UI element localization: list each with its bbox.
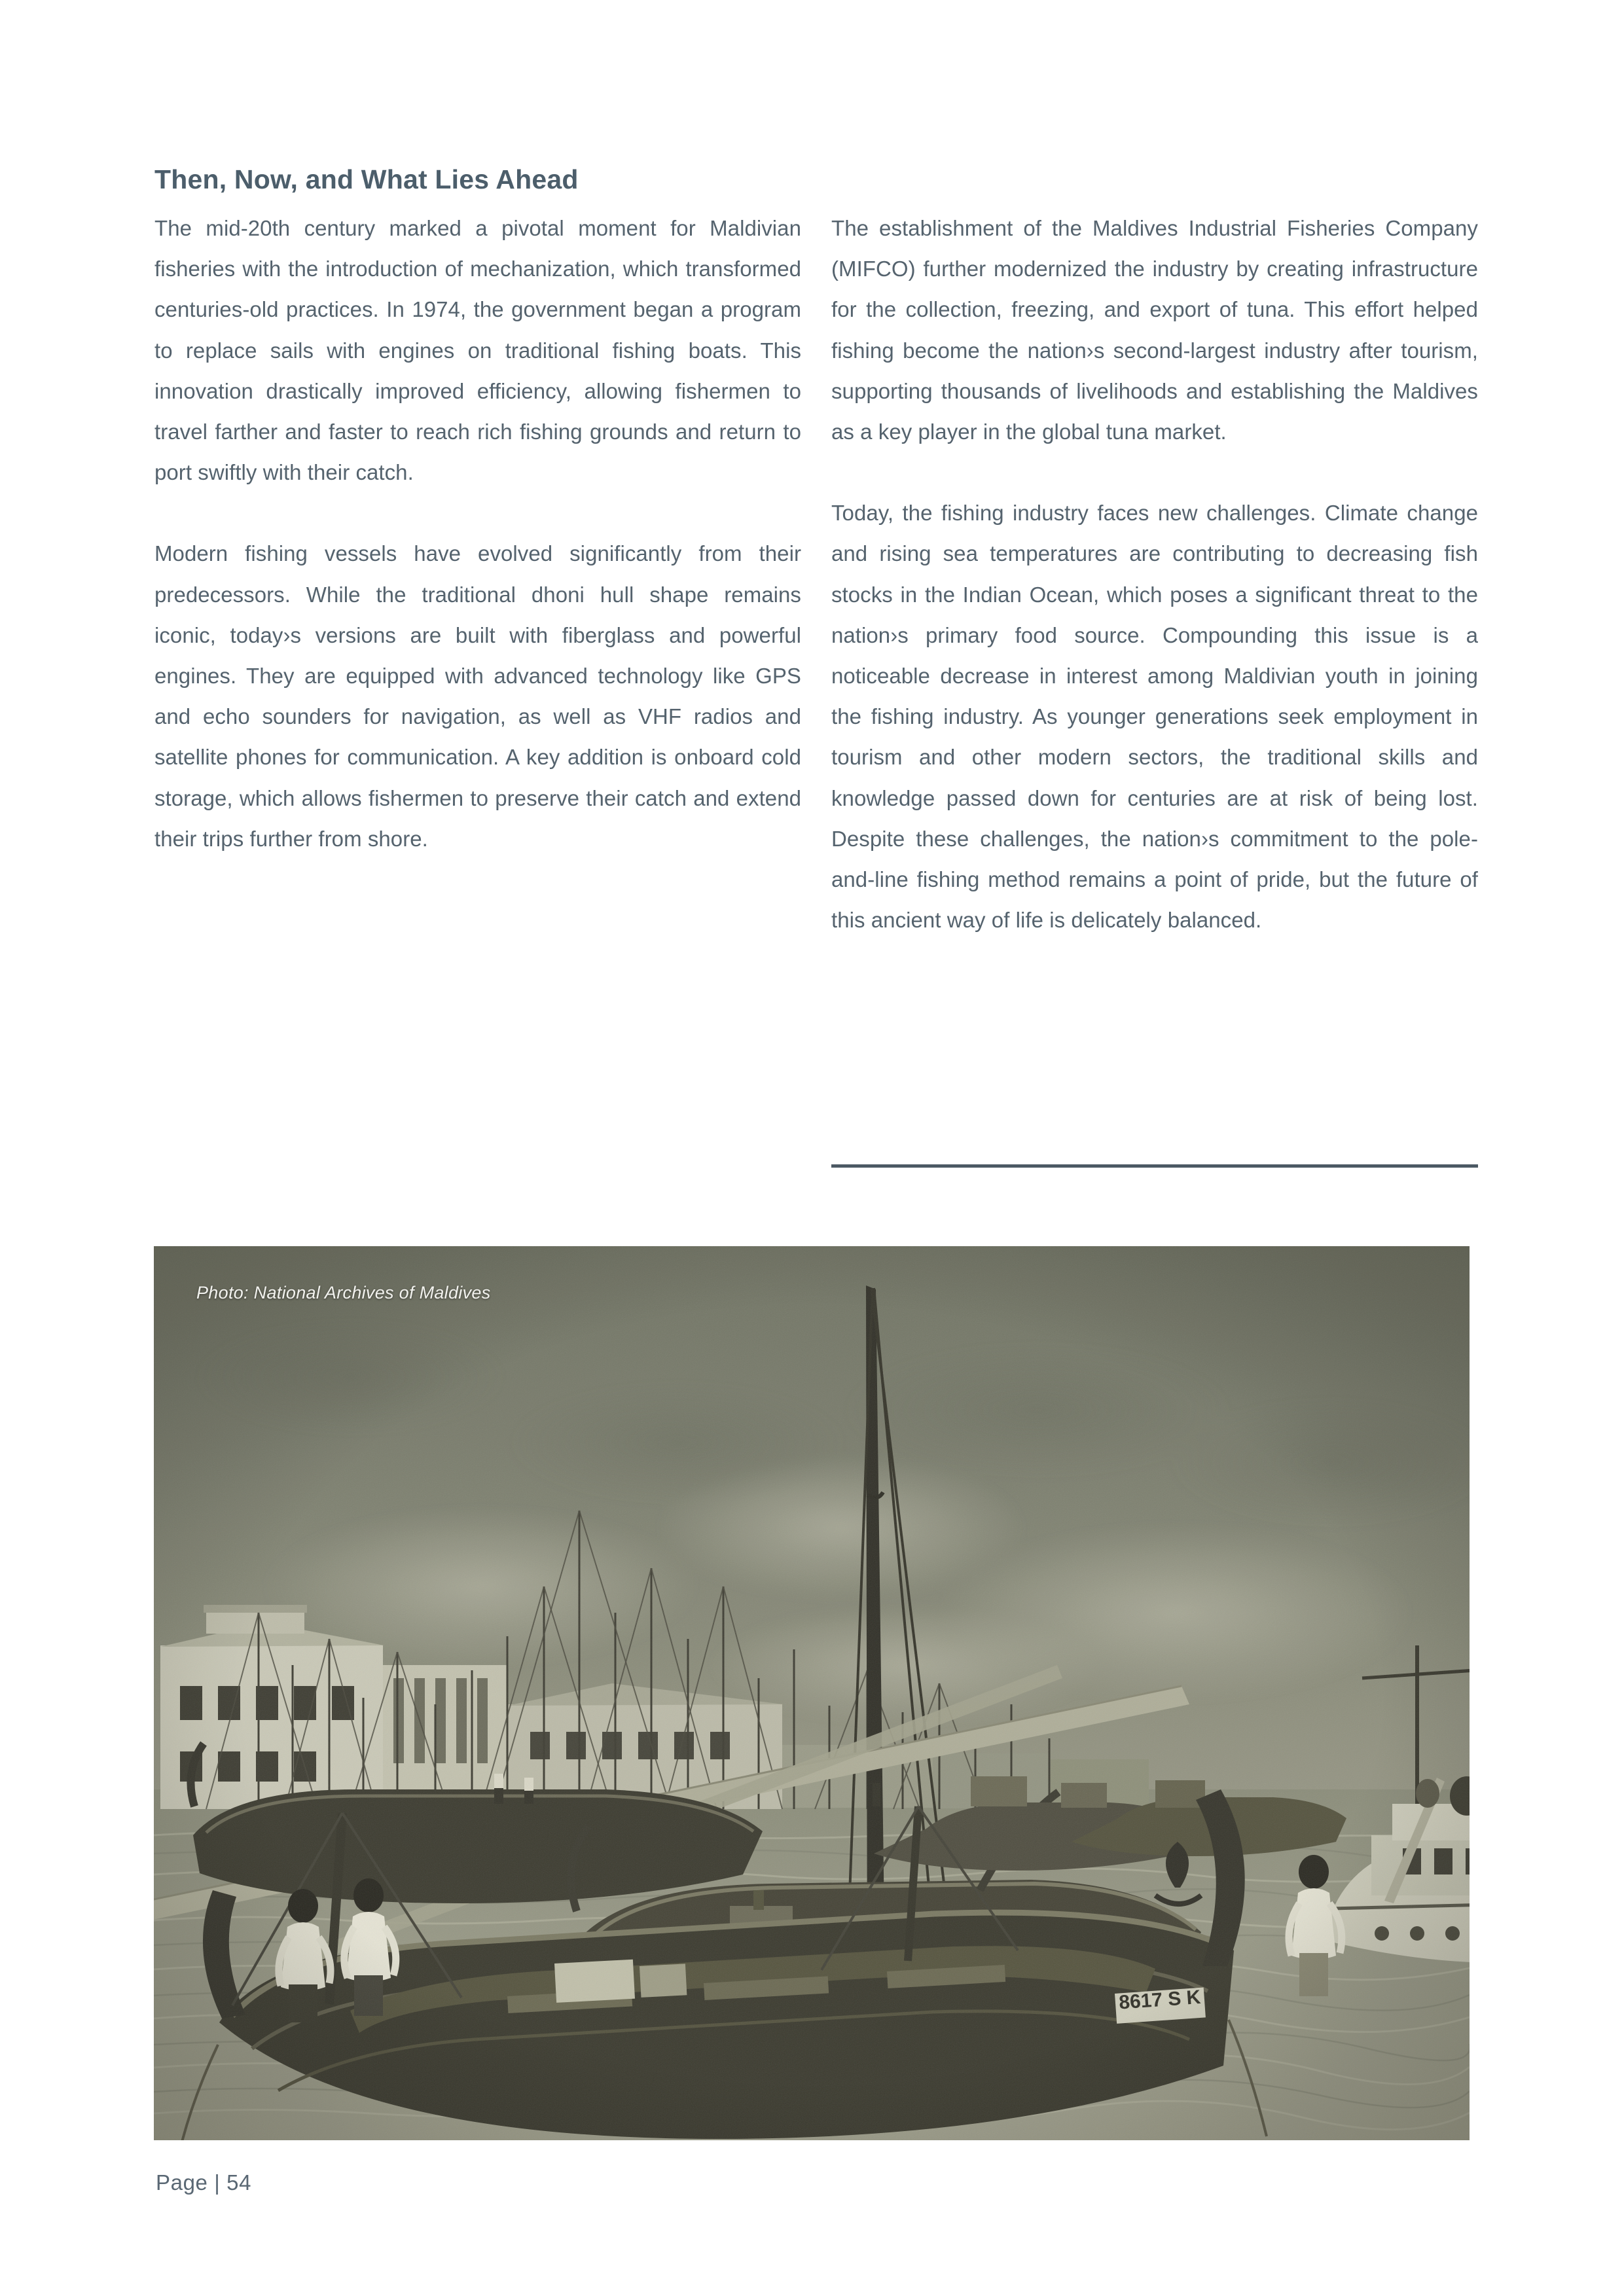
horizontal-rule — [831, 1164, 1478, 1168]
photo-credit-caption: Photo: National Archives of Maldives — [196, 1283, 491, 1302]
left-text-column — [154, 208, 801, 859]
paragraph: Today, the fishing industry faces new challenges. Climate change and rising sea temperatures are contributing to decreasing fish stocks in the Indian Ocean, which poses a significant threat to the nation›s primary food source. Compounding this issue is a noticeable decrease in interest among Maldivian youth in joining the fishing industry. As younger generations seek employment in tourism and other modern sectors, the traditional skills and knowledge passed down for centuries are at risk of being lost. Despite these challenges, the nation›s commitment to the pole-and-line fishing method remains a point of pride, but the future of this ancient way of life is delicately balanced. — [831, 501, 1478, 933]
paragraph: Modern fishing vessels have evolved significantly from their predecessors. While the traditional dhoni hull shape remains iconic, today›s versions are built with fiberglass and powerful engines. They are equipped with advanced technology like GPS and echo sounders for navigation, as well as VHF radios and satellite phones for communication. A key addition is onboard cold storage, which allows fishermen to preserve their catch and extend their trips further from shore. — [154, 541, 801, 851]
paragraph: The mid-20th century marked a pivotal moment for Maldivian fisheries with the introduction of mechanization, which transformed centuries-old practices. In 1974, the government began a program to replace sails with engines on traditional fishing boats. This innovation drastically improved efficiency, allowing fishermen to travel farther and faster to reach rich fishing grounds and return to port swiftly with their catch. — [154, 216, 801, 485]
photo-illustration — [154, 1246, 1470, 2140]
paragraph: The establishment of the Maldives Industrial Fisheries Company (MIFCO) further modernized the industry by creating infrastructure for the collection, freezing, and export of tuna. This effort helped fishing become the nation›s second-largest industry after tourism, supporting thousands of livelihoods and establishing the Maldives as a key player in the global tuna market. — [831, 216, 1478, 444]
page-number: Page | 54 — [156, 2170, 252, 2195]
right-text-column — [831, 208, 1478, 941]
page-title: Then, Now, and What Lies Ahead — [154, 164, 579, 195]
harbour-photograph — [154, 1246, 1470, 2140]
